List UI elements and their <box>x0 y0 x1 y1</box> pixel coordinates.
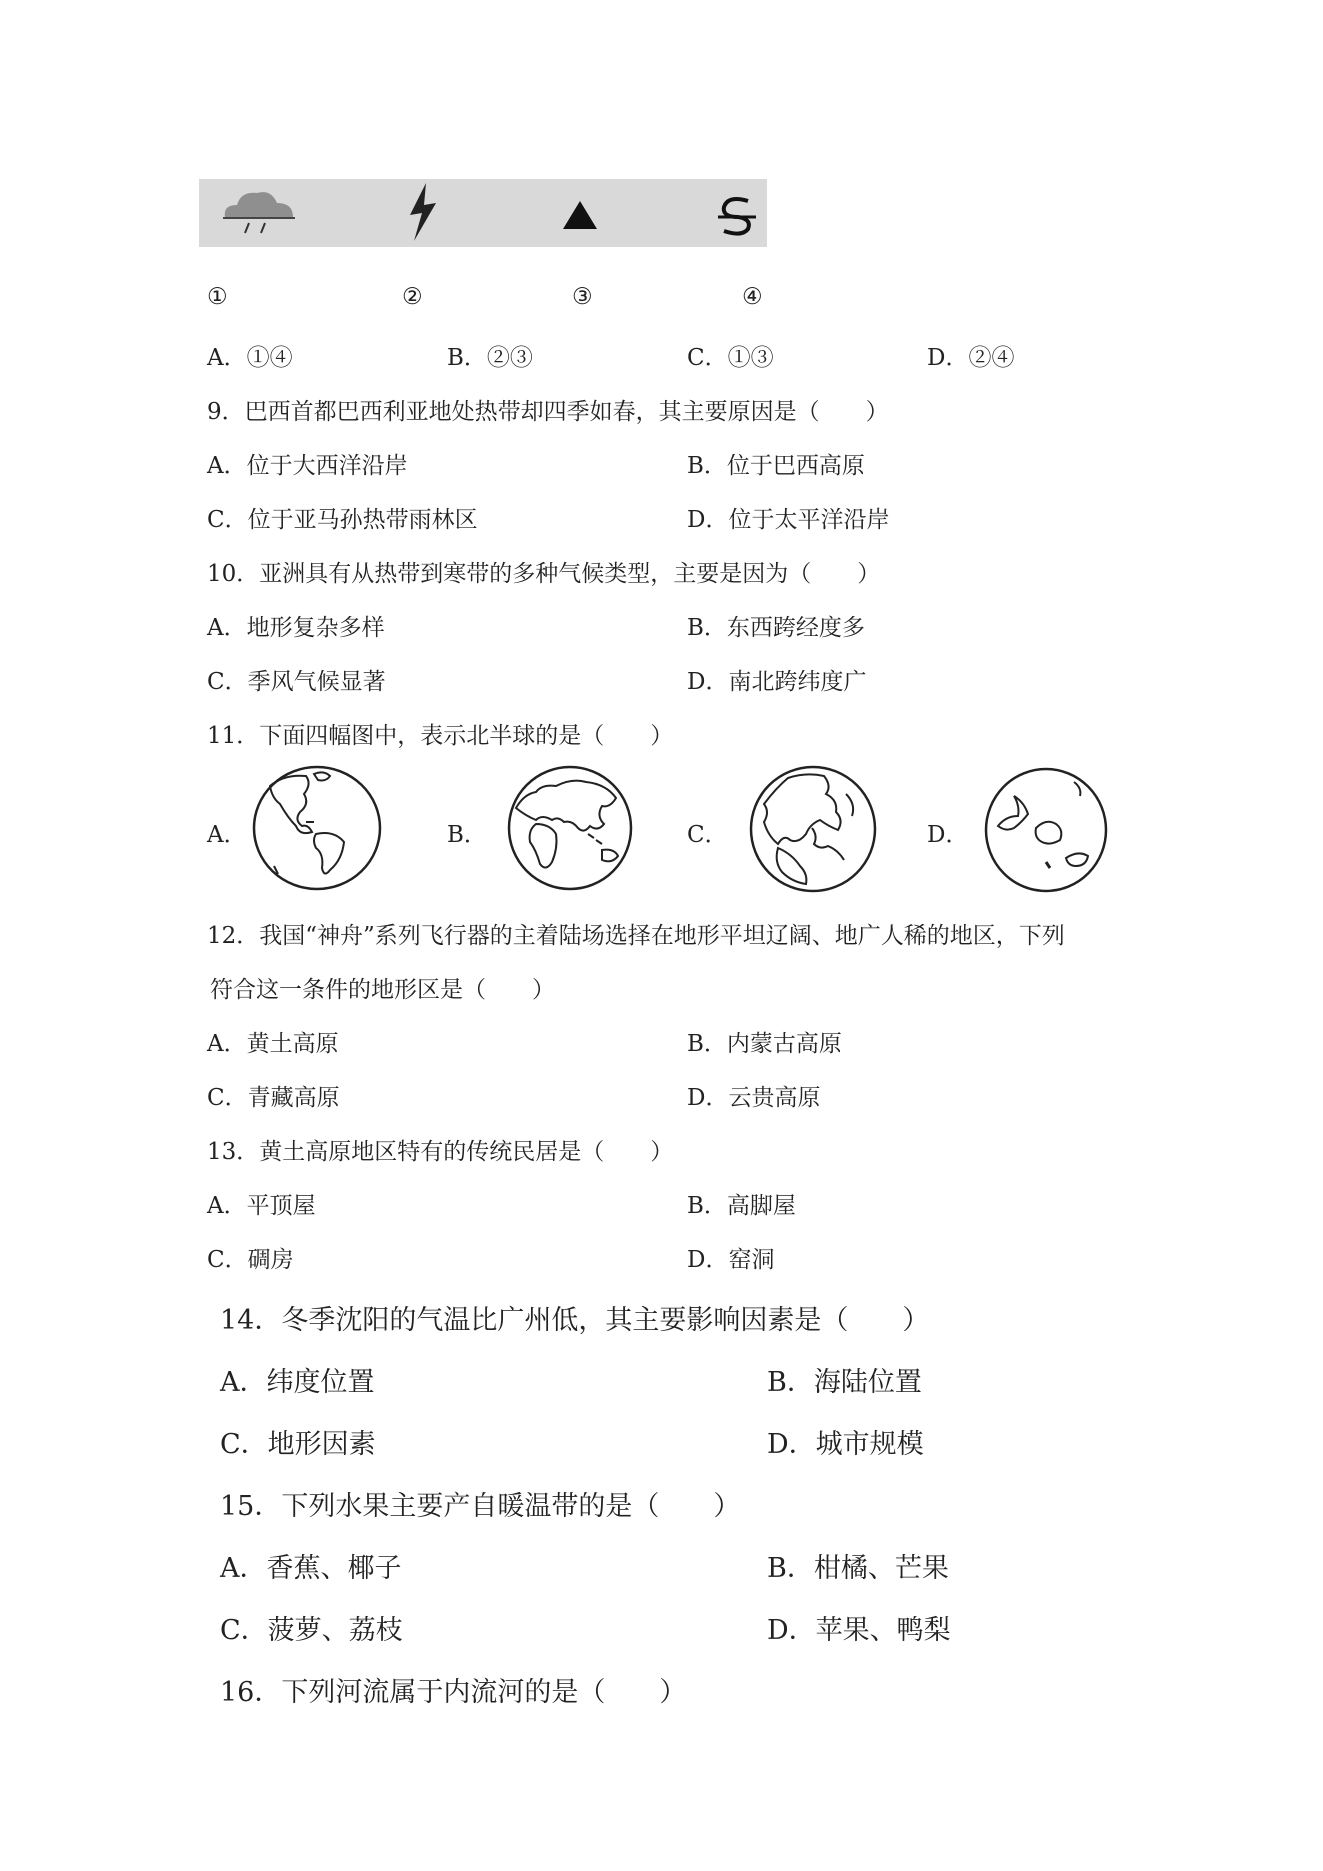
option-letter: D． <box>767 1429 816 1460</box>
symbol-label-1: ① <box>207 284 228 310</box>
question-number: 14． <box>220 1305 282 1336</box>
q14-option-c[interactable] <box>220 1422 376 1461</box>
option-text: 内蒙古高原 <box>726 1031 842 1057</box>
lightning-icon <box>404 181 440 243</box>
option-text: 城市规模 <box>815 1429 924 1460</box>
option-letter: A． <box>207 1193 247 1219</box>
option-letter: A． <box>207 453 247 479</box>
q10-option-a[interactable] <box>207 609 385 642</box>
option-text: 位于巴西高原 <box>726 453 865 479</box>
option-letter: B． <box>687 453 727 479</box>
option-text: 纬度位置 <box>266 1367 375 1398</box>
q9-option-a[interactable] <box>207 447 408 480</box>
q10-option-b[interactable] <box>687 609 865 642</box>
q8-option-d[interactable] <box>927 339 1014 372</box>
question-text: 亚洲具有从热带到寒带的多种气候类型，主要是因为（ ） <box>259 561 881 587</box>
option-letter: D． <box>687 1247 729 1273</box>
q15-option-b[interactable] <box>767 1546 949 1585</box>
question-text: 巴西首都巴西利亚地处热带却四季如春，其主要原因是（ ） <box>244 399 889 425</box>
option-letter: C． <box>207 1085 248 1111</box>
option-letter: D． <box>687 507 729 533</box>
option-text: 位于太平洋沿岸 <box>728 507 890 533</box>
q13-option-d[interactable] <box>687 1241 774 1274</box>
option-text: ②③ <box>486 345 533 371</box>
q9-option-b[interactable] <box>687 447 865 480</box>
option-text: ①④ <box>246 345 293 371</box>
q10-option-c[interactable] <box>207 663 386 696</box>
q15-option-a[interactable] <box>220 1546 402 1585</box>
question-number: 16． <box>220 1677 282 1708</box>
option-text: 海陆位置 <box>813 1367 922 1398</box>
option-letter: C． <box>207 1247 248 1273</box>
question-number: 11． <box>207 723 260 749</box>
option-letter: A． <box>220 1553 267 1584</box>
q15-option-d[interactable] <box>767 1608 951 1647</box>
question-number: 15． <box>220 1491 282 1522</box>
question-text: 下列河流属于内流河的是（ ） <box>281 1677 687 1708</box>
option-letter: A． <box>207 615 247 641</box>
option-text: 黄土高原 <box>246 1031 339 1057</box>
option-text: 位于大西洋沿岸 <box>246 453 408 479</box>
question-12-stem-continued: 符合这一条件的地形区是（ ） <box>210 977 555 1003</box>
option-letter: B． <box>687 615 727 641</box>
question-number: 10． <box>207 561 260 587</box>
q14-option-a[interactable] <box>220 1360 375 1399</box>
rain-cloud-icon <box>219 185 299 241</box>
question-text: 我国“神舟”系列飞行器的主着陆场选择在地形平坦辽阔、地广人稀的地区，下列 <box>259 923 1065 949</box>
q12-option-d[interactable] <box>687 1079 820 1112</box>
option-letter: A． <box>207 1031 247 1057</box>
option-letter: B． <box>447 345 487 371</box>
question-14-stem <box>220 1298 929 1337</box>
globe-d-south-pole[interactable] <box>984 766 1108 894</box>
q14-option-d[interactable] <box>767 1422 924 1461</box>
q15-option-c[interactable] <box>220 1608 403 1647</box>
option-letter: D． <box>927 345 969 371</box>
q13-option-a[interactable] <box>207 1187 316 1220</box>
question-15-stem <box>220 1484 740 1523</box>
option-letter: B． <box>767 1367 814 1398</box>
q12-option-b[interactable] <box>687 1025 842 1058</box>
option-text: 季风气候显著 <box>247 669 386 695</box>
option-letter: A． <box>207 345 247 371</box>
q12-option-c[interactable] <box>207 1079 340 1112</box>
symbol-label-4: ④ <box>742 284 763 310</box>
typhoon-icon <box>714 191 760 239</box>
option-text: 窑洞 <box>728 1247 775 1273</box>
option-text: 地形复杂多样 <box>246 615 385 641</box>
question-number: 9． <box>207 399 245 425</box>
option-letter: C． <box>220 1429 268 1460</box>
option-letter: B． <box>767 1553 814 1584</box>
option-text: 位于亚马孙热带雨林区 <box>247 507 478 533</box>
q11-option-a-label[interactable]: A． <box>207 822 247 848</box>
question-13-stem <box>207 1133 673 1166</box>
option-letter: C． <box>207 669 248 695</box>
symbol-label-2: ② <box>402 284 423 310</box>
q12-option-a[interactable] <box>207 1025 339 1058</box>
question-16-stem <box>220 1670 686 1709</box>
option-letter: A． <box>220 1367 267 1398</box>
option-text: ①③ <box>727 345 774 371</box>
option-text: 高脚屋 <box>726 1193 796 1219</box>
question-text: 下列水果主要产自暖温带的是（ ） <box>281 1491 741 1522</box>
q13-option-c[interactable] <box>207 1241 294 1274</box>
q8-option-c[interactable] <box>687 339 774 372</box>
option-letter: C． <box>220 1615 268 1646</box>
option-text: ②④ <box>968 345 1015 371</box>
q9-option-d[interactable] <box>687 501 889 534</box>
globe-a-western-hemisphere[interactable] <box>250 764 384 892</box>
question-text: 黄土高原地区特有的传统民居是（ ） <box>259 1139 674 1165</box>
option-letter: D． <box>767 1615 816 1646</box>
option-letter: C． <box>687 345 728 371</box>
globe-b-eastern-hemisphere[interactable] <box>506 764 634 892</box>
globe-c-polar-view[interactable] <box>748 764 878 894</box>
question-number: 12． <box>207 923 260 949</box>
option-text: 东西跨经度多 <box>726 615 865 641</box>
option-text: 南北跨纬度广 <box>728 669 867 695</box>
symbol-label-3: ③ <box>572 284 593 310</box>
option-letter: D． <box>687 1085 729 1111</box>
option-letter: C． <box>207 507 248 533</box>
option-text: 菠萝、荔枝 <box>267 1615 403 1646</box>
q8-option-a[interactable] <box>207 339 293 372</box>
option-letter: D． <box>687 669 729 695</box>
question-12-stem <box>207 917 1065 950</box>
question-number: 13． <box>207 1139 260 1165</box>
question-10-stem <box>207 555 880 588</box>
question-9-stem <box>207 393 889 426</box>
option-text: 碉房 <box>247 1247 294 1273</box>
q11-option-b-label[interactable]: B． <box>447 822 487 848</box>
option-text: 云贵高原 <box>728 1085 821 1111</box>
q13-option-b[interactable] <box>687 1187 796 1220</box>
option-letter: B． <box>687 1031 727 1057</box>
q10-option-d[interactable] <box>687 663 866 696</box>
option-text: 青藏高原 <box>247 1085 340 1111</box>
question-text: 下面四幅图中，表示北半球的是（ ） <box>259 723 674 749</box>
question-11-stem <box>207 717 673 750</box>
question-text: 冬季沈阳的气温比广州低，其主要影响因素是（ ） <box>281 1305 930 1336</box>
q14-option-b[interactable] <box>767 1360 922 1399</box>
weather-symbol-strip <box>199 179 767 247</box>
q11-option-c-label[interactable]: C． <box>687 822 728 848</box>
option-text: 苹果、鸭梨 <box>815 1615 951 1646</box>
option-text: 香蕉、椰子 <box>266 1553 402 1584</box>
q8-option-b[interactable] <box>447 339 533 372</box>
q9-option-c[interactable] <box>207 501 478 534</box>
option-text: 地形因素 <box>267 1429 376 1460</box>
option-text: 平顶屋 <box>246 1193 316 1219</box>
option-text: 柑橘、芒果 <box>813 1553 949 1584</box>
q11-option-d-label[interactable]: D． <box>927 822 969 848</box>
option-letter: B． <box>687 1193 727 1219</box>
triangle-icon <box>561 199 599 231</box>
